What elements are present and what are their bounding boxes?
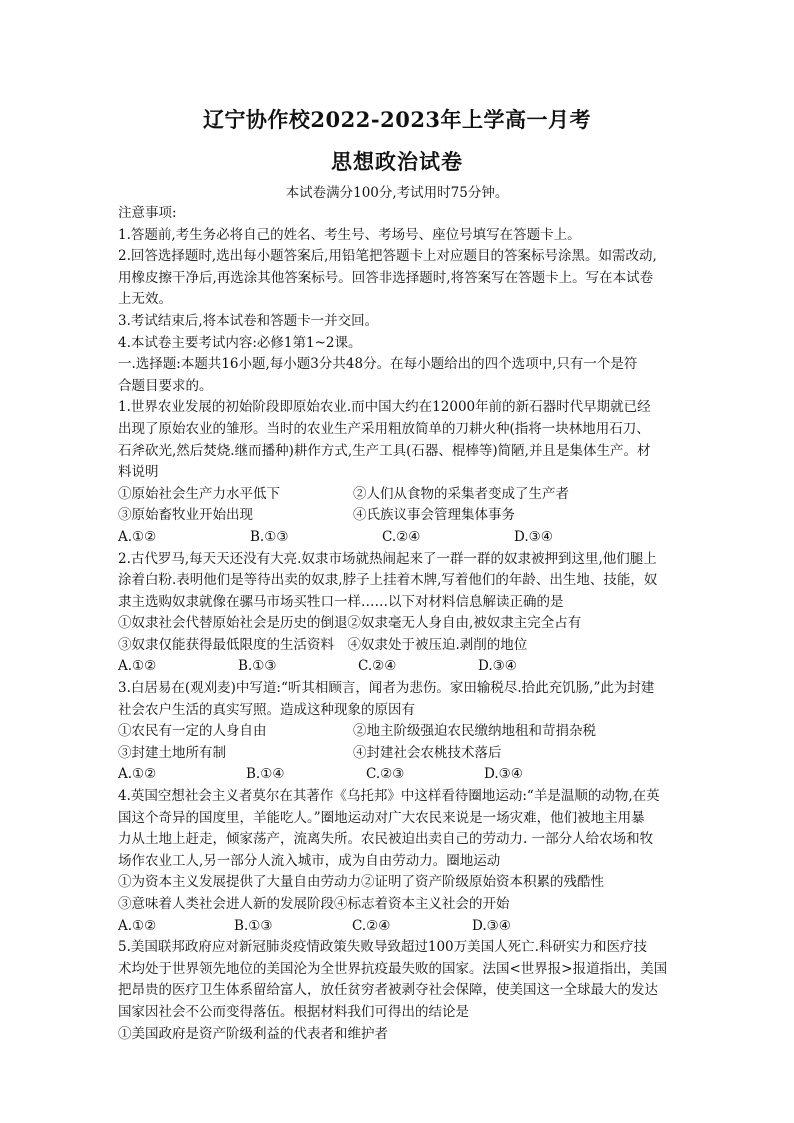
answer-option-b[interactable]: B.①③ bbox=[250, 528, 289, 545]
answer-option-b[interactable]: B.①③ bbox=[234, 917, 273, 934]
subject-title: 思想政治试卷 bbox=[331, 149, 463, 174]
section-heading: 合题目要求的。 bbox=[118, 377, 213, 394]
question-5-text: 5.美国联邦政府应对新冠肺炎疫情政策失败导致超过100万美国人死亡.科研实力和医疗技 bbox=[118, 939, 647, 956]
exam-body bbox=[118, 203, 684, 1045]
notice-heading: 注意事项: bbox=[118, 205, 177, 221]
statement: ③封建土地所有制 bbox=[118, 744, 226, 761]
question-2-text: 2.古代罗马,每天天还没有大亮.奴隶市场就热闹起来了一群一群的奴隶被押到这里,他们腿上 bbox=[118, 550, 657, 567]
question-1-text: 石斧砍光,然后焚烧.继而播种)耕作方式,生产工具(石器、棍棒等)简陋,并且是集体生产。材 bbox=[118, 442, 651, 459]
statement: ②人们从食物的采集者变成了生产者 bbox=[353, 485, 569, 502]
answer-option-c[interactable]: C.②④ bbox=[358, 658, 397, 675]
question-4-text: 场作农业工人,另一部分人流入城市，成为自由劳动力。圈地运动 bbox=[118, 852, 501, 869]
notice-item: 3.考试结束后,将本试卷和答题卡一并交回。 bbox=[118, 312, 379, 329]
question-4-statements: ③意味着人类社会进人新的发展阶段④标志着资本主义社会的开始 bbox=[118, 896, 510, 912]
question-3-answers bbox=[118, 764, 684, 786]
question-1-statements bbox=[118, 505, 684, 527]
question-2-answers bbox=[118, 656, 684, 678]
notice-item: 4.本试卷主要考试内容:必修1第1~2课。 bbox=[118, 334, 362, 351]
question-5-text: 国家因社会不公而变得落伍。根据材料我们可得出的结论是 bbox=[118, 1003, 469, 1020]
notice-item: 用橡皮擦干净后,再选涂其他答案标号。回答非选择题时,将答案写在答题卡上。写在本试卷 bbox=[118, 269, 654, 286]
statement: ②地主阶级强迫农民缴纳地租和苛捐杂税 bbox=[353, 723, 596, 740]
answer-option-a[interactable]: A.①② bbox=[118, 528, 157, 545]
question-5-text: 把昂贵的医疗卫生体系留给富人，放任贫穷者被剥夺社会保障，使美国这一全球最大的发达 bbox=[118, 982, 658, 999]
question-2-statements: ①奴隶社会代替原始社会是历史的倒退②奴隶毫无人身自由,被奴隶主完全占有 bbox=[118, 615, 582, 632]
answer-option-a[interactable]: A.①② bbox=[118, 766, 157, 783]
statement: ①原始社会生产力水平低下 bbox=[118, 485, 280, 502]
question-5-text: 术均处于世界领先地位的美国沦为全世界抗疫最失败的国家。法国<世界报>报道指出，美国 bbox=[118, 960, 668, 977]
statement: ④封建社会农桃技术落后 bbox=[353, 744, 502, 761]
question-5-statements: ①美国政府是资产阶级利益的代表者和维护者 bbox=[118, 1025, 388, 1042]
notice-item: 1.答题前,考生务必将自己的姓名、考生号、考场号、座位号填写在答题卡上。 bbox=[118, 226, 581, 243]
answer-option-d[interactable]: D.③④ bbox=[484, 766, 523, 783]
question-1-statements bbox=[118, 484, 684, 506]
answer-option-d[interactable]: D.③④ bbox=[472, 917, 511, 934]
question-2-statements: ③奴隶仅能获得最低限度的生活资料 ④奴隶处于被压迫.剥削的地位 bbox=[118, 636, 528, 653]
answer-option-c[interactable]: C.②③ bbox=[366, 766, 405, 783]
answer-option-a[interactable]: A.①② bbox=[118, 658, 157, 675]
question-2-text: 涂着白粉.表明他们是等待出卖的奴隶,脖子上挂着木牌,写着他们的年龄、出生地、技能，奴 bbox=[118, 572, 658, 589]
question-3-text: 3.白居易在(观刈麦)中写道:“听其相顾言，闻者为悲伤。家田输税尽.拾此充饥肠,”此为封建 bbox=[118, 680, 655, 697]
answer-option-d[interactable]: D.③④ bbox=[514, 528, 553, 545]
answer-option-a[interactable]: A.①② bbox=[118, 917, 157, 934]
question-4-text: 国这个奇异的国度里，羊能吃人。”圈地运动对广大农民来说是一场灾难，他们被地主用暴 bbox=[118, 809, 645, 826]
section-heading: 一.选择题:本题共16小题,每小题3分共48分。在每小题给出的四个选项中,只有一个是符 bbox=[118, 356, 638, 373]
question-4-text: 4.英国空想社会主义者莫尔在其著作《乌托邦》中这样看待圈地运动:“羊是温顺的动物,在英 bbox=[118, 788, 660, 805]
notice-item: 上无效。 bbox=[118, 291, 172, 308]
question-3-statements bbox=[118, 743, 684, 765]
question-4-answers bbox=[118, 916, 684, 938]
statement: ①农民有一定的人身自由 bbox=[118, 723, 267, 740]
question-2-text: 隶主选购奴隶就像在骡马市场买牲口一样……以下对材料信息解读正确的是 bbox=[118, 593, 564, 610]
question-1-text: 1.世界农业发展的初始阶段即原始农业.而中国大约在12000年前的新石器时代早期就已经 bbox=[118, 399, 651, 416]
notice-item: 2.回答选择题时,选出每小题答案后,用铅笔把答题卡上对应题目的答案标号涂黑。如需改动, bbox=[118, 248, 657, 265]
answer-option-c[interactable]: C.②④ bbox=[382, 528, 421, 545]
question-4-statements: ①为资本主义发展提供了大量自由劳动力②证明了资产阶级原始资本积累的残酷性 bbox=[118, 874, 604, 891]
question-1-text: 出现了原始农业的雏形。当时的农业生产采用粗放简单的刀耕火种(指将一块林地用石刀、 bbox=[118, 420, 650, 437]
statement: ③原始畜牧业开始出现 bbox=[118, 507, 253, 524]
question-1-text: 料说明 bbox=[118, 464, 159, 481]
answer-option-c[interactable]: C.②④ bbox=[352, 917, 391, 934]
exam-info: 本试卷满分100分,考试用时75分钟。 bbox=[285, 185, 509, 201]
question-4-text: 力从土地上赶走，倾家荡产，流离失所。农民被迫出卖自己的劳动力. 一部分人给农场和牧 bbox=[118, 831, 654, 848]
question-3-text: 社会农户生活的真实写照。造成这种现象的原因有 bbox=[118, 701, 415, 718]
question-1-answers bbox=[118, 527, 684, 549]
answer-option-d[interactable]: D.③④ bbox=[478, 658, 517, 675]
exam-title: 辽宁协作校2022-2023年上学高一月考 bbox=[202, 107, 592, 132]
answer-option-b[interactable]: B.①④ bbox=[246, 766, 285, 783]
statement: ④氏族议事会管理集体事务 bbox=[353, 507, 515, 524]
answer-option-b[interactable]: B.①③ bbox=[238, 658, 277, 675]
question-3-statements bbox=[118, 721, 684, 743]
